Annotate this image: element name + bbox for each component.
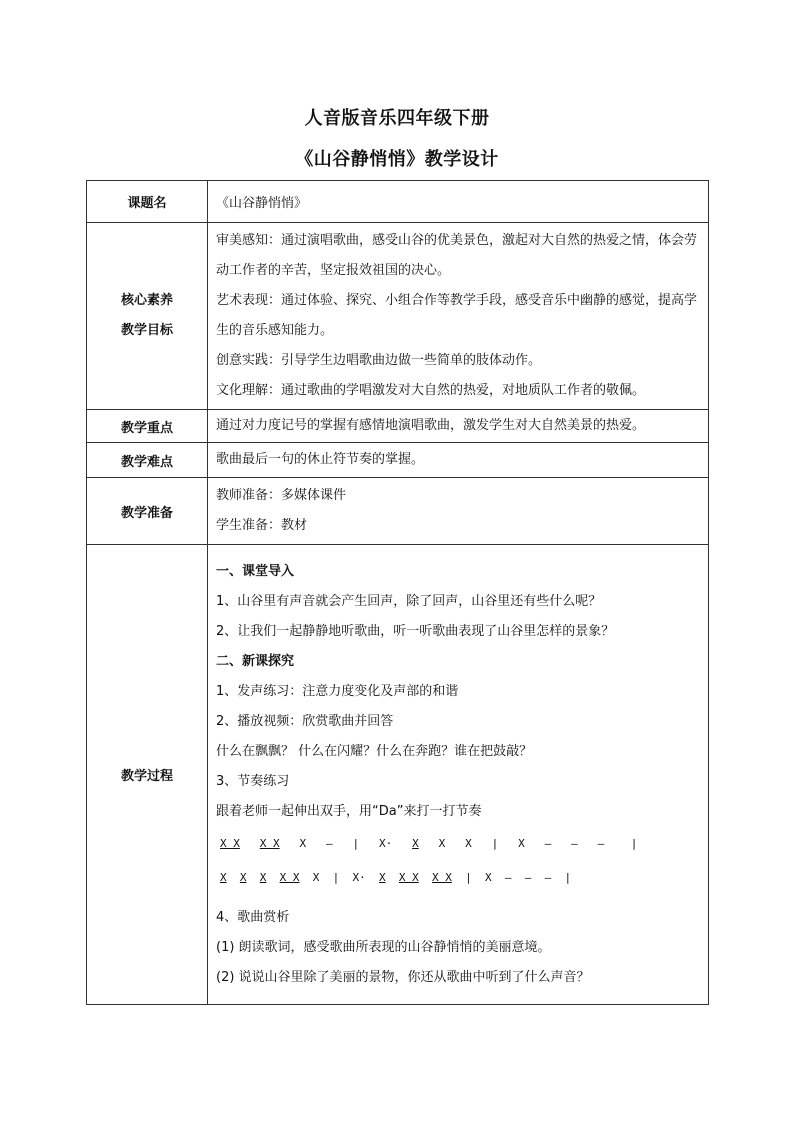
topic-label: 课题名 — [87, 181, 208, 223]
process-row — [87, 545, 709, 1005]
objective-aesthetic: 审美感知：通过演唱歌曲，感受山谷的优美景色，激起对大自然的热爱之情，体会劳动工作者的辛苦，坚定报效祖国的决心。 — [216, 233, 698, 278]
step-rhythm: 3、节奏练习 — [216, 773, 290, 789]
key-points-label: 教学重点 — [87, 410, 208, 443]
step-song-analysis: 4、歌曲赏析 — [216, 909, 290, 925]
video-questions: 什么在飘飘？ 什么在闪耀？什么在奔跑？谁在把鼓敲？ — [216, 743, 533, 759]
analysis-item-2: (2) 说说山谷里除了美丽的景物，你还从歌曲中听到了什么声音？ — [216, 969, 590, 985]
preparation-label: 教学准备 — [87, 478, 208, 545]
intro-item-1: 1、山谷里有声音就会产生回声，除了回声，山谷里还有些什么呢？ — [216, 593, 602, 609]
key-points-row — [87, 410, 709, 443]
objectives-label-line2: 教学目标 — [120, 323, 173, 338]
student-preparation: 学生准备：教材 — [216, 518, 308, 533]
step-vocal-practice: 1、发声练习：注意力度变化及声部的和谐 — [216, 683, 459, 699]
rhythm-line-2: X X X X X X | X· X X X X X | X – – – | — [220, 870, 572, 884]
objectives-content — [208, 223, 709, 410]
objectives-label-line1: 核心素养 — [120, 293, 173, 308]
objectives-label — [87, 223, 208, 410]
objectives-row — [87, 223, 709, 410]
topic-value: 《山谷静悄悄》 — [208, 181, 709, 223]
process-content — [208, 545, 709, 1005]
objective-culture: 文化理解：通过歌曲的学唱激发对大自然的热爱，对地质队工作者的敬佩。 — [216, 383, 646, 398]
section-intro-title: 一、课堂导入 — [216, 563, 295, 579]
objective-practice: 创意实践：引导学生边唱歌曲边做一些简单的肢体动作。 — [216, 353, 542, 368]
teacher-preparation: 教师准备：多媒体课件 — [216, 488, 347, 503]
intro-item-2: 2、让我们一起静静地听歌曲，听一听歌曲表现了山谷里怎样的景象？ — [216, 623, 615, 639]
lesson-plan-table — [86, 180, 709, 1005]
preparation-content — [208, 478, 709, 545]
difficulties-row — [87, 443, 709, 478]
rhythm-intro: 跟着老师一起伸出双手，用“Da”来打一打节奏 — [216, 803, 482, 819]
preparation-row — [87, 478, 709, 545]
document-subtitle: 《山谷静悄悄》教学设计 — [295, 149, 499, 170]
rhythm-line-1: X X X X X – | X· X X X | X – – – | — [220, 836, 638, 850]
topic-row — [87, 181, 709, 223]
step-play-video: 2、播放视频：欣赏歌曲并回答 — [216, 713, 394, 729]
key-points-value: 通过对力度记号的掌握有感情地演唱歌曲，激发学生对大自然美景的热爱。 — [208, 410, 709, 443]
difficulties-value: 歌曲最后一句的休止符节奏的掌握。 — [208, 443, 709, 478]
objective-expression: 艺术表现：通过体验、探究、小组合作等教学手段，感受音乐中幽静的感觉，提高学生的音乐感知能力。 — [216, 293, 698, 338]
difficulties-label: 教学难点 — [87, 443, 208, 478]
process-label: 教学过程 — [87, 545, 208, 1005]
analysis-item-1: (1) 朗读歌词，感受歌曲所表现的山谷静悄悄的美丽意境。 — [216, 939, 551, 955]
section-explore-title: 二、新课探究 — [216, 653, 295, 669]
document-title: 人音版音乐四年级下册 — [304, 108, 490, 129]
